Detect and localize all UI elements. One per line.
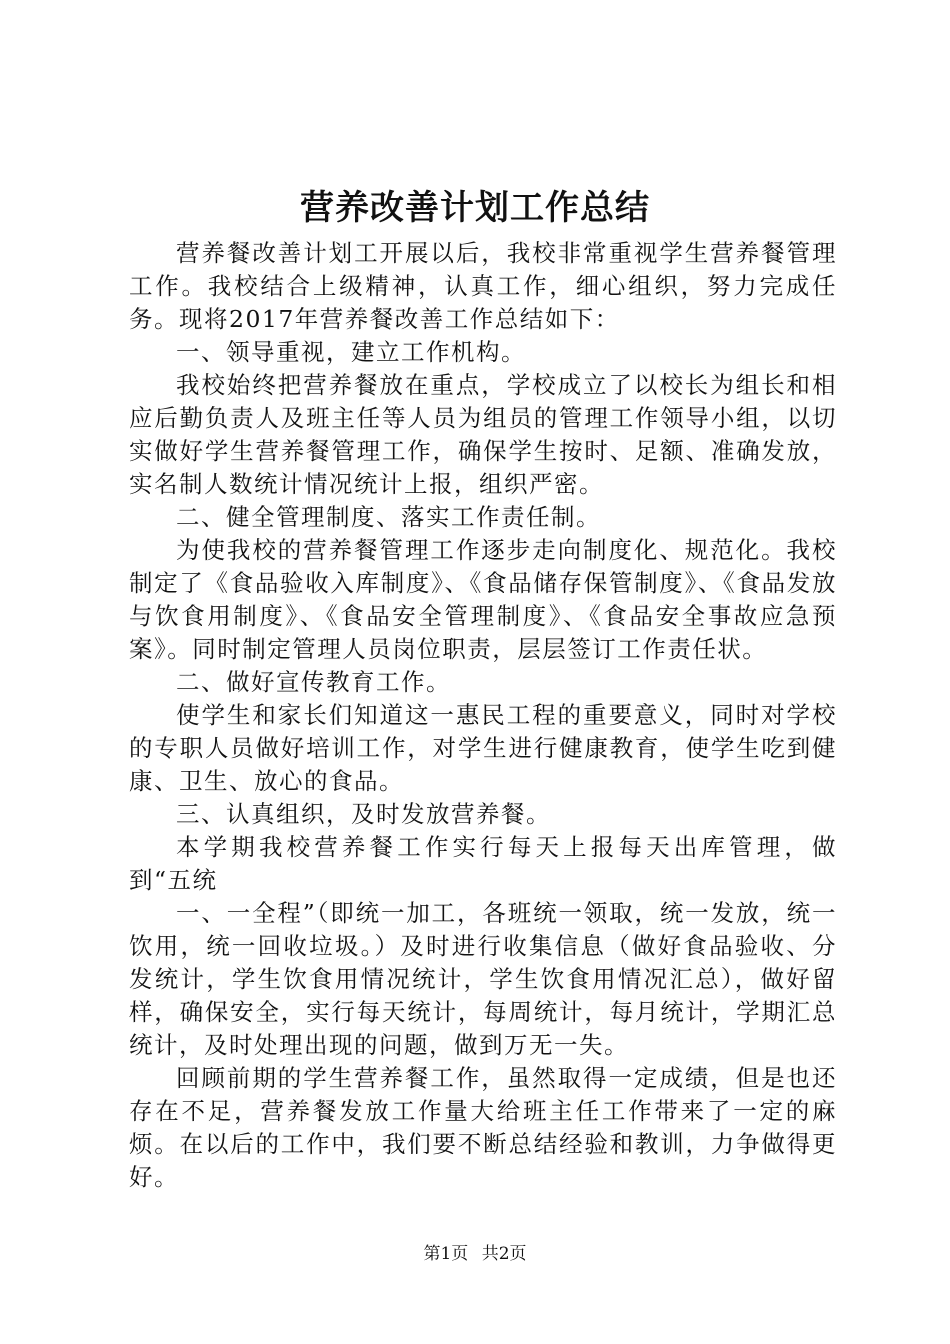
heading-section-1: 一、领导重视，建立工作机构。 [176, 338, 526, 366]
paragraph-conclusion: 回顾前期的学生营养餐工作，虽然取得一定成绩，但是也还存在不足，营养餐发放工作量大给班主任工作带来了一定的麻烦。在以后的工作中，我们要不断总结经验和教训，力争做得更好。 [129, 1064, 837, 1191]
paragraph-section-1: 我校始终把营养餐放在重点，学校成立了以校长为组长和相应后勤负责人及班主任等人员为组员的管理工作领导小组，以切实做好学生营养餐管理工作，确保学生按时、足额、准确发放，实名制人数统计情况统计上报，组织严密。 [129, 371, 837, 498]
paragraph-section-4-b: 一、一全程”（即统一加工，各班统一领取，统一发放，统一饮用，统一回收垃圾。）及时进行收集信息（做好食品验收、分发统计，学生饮食用情况统计，学生饮食用情况汇总），做好留样，确保安全，实行每天统计，每周统计，每月统计，学期汇总统计，及时处理出现的问题，做到万无一失。 [129, 899, 837, 1059]
heading-section-2: 二、健全管理制度、落实工作责任制。 [176, 503, 601, 531]
paragraph-section-2: 为使我校的营养餐管理工作逐步走向制度化、规范化。我校制定了《食品验收入库制度》、《食品储存保管制度》、《食品发放与饮食用制度》、《食品安全管理制度》、《食品安全事故应急预案》。同时制定管理人员岗位职责，层层签订工作责任状。 [129, 536, 837, 663]
page-footer [0, 1242, 950, 1266]
page-total: 共2页 [481, 1244, 527, 1264]
heading-section-4: 三、认真组织，及时发放营养餐。 [176, 800, 551, 828]
paragraph-section-4-a: 本学期我校营养餐工作实行每天上报每天出库管理，做到“五统 [129, 833, 837, 894]
document-body [129, 237, 837, 1194]
paragraph-section-3: 使学生和家长们知道这一惠民工程的重要意义，同时对学校的专职人员做好培训工作，对学生进行健康教育，使学生吃到健康、卫生、放心的食品。 [129, 701, 837, 795]
document-title: 营养改善计划工作总结 [300, 188, 650, 228]
heading-section-3: 二、做好宣传教育工作。 [176, 668, 451, 696]
paragraph-intro: 营养餐改善计划工开展以后，我校非常重视学生营养餐管理工作。我校结合上级精神，认真工作，细心组织，努力完成任务。现将2017年营养餐改善工作总结如下： [129, 239, 837, 333]
page-number: 第1页 [423, 1244, 469, 1264]
